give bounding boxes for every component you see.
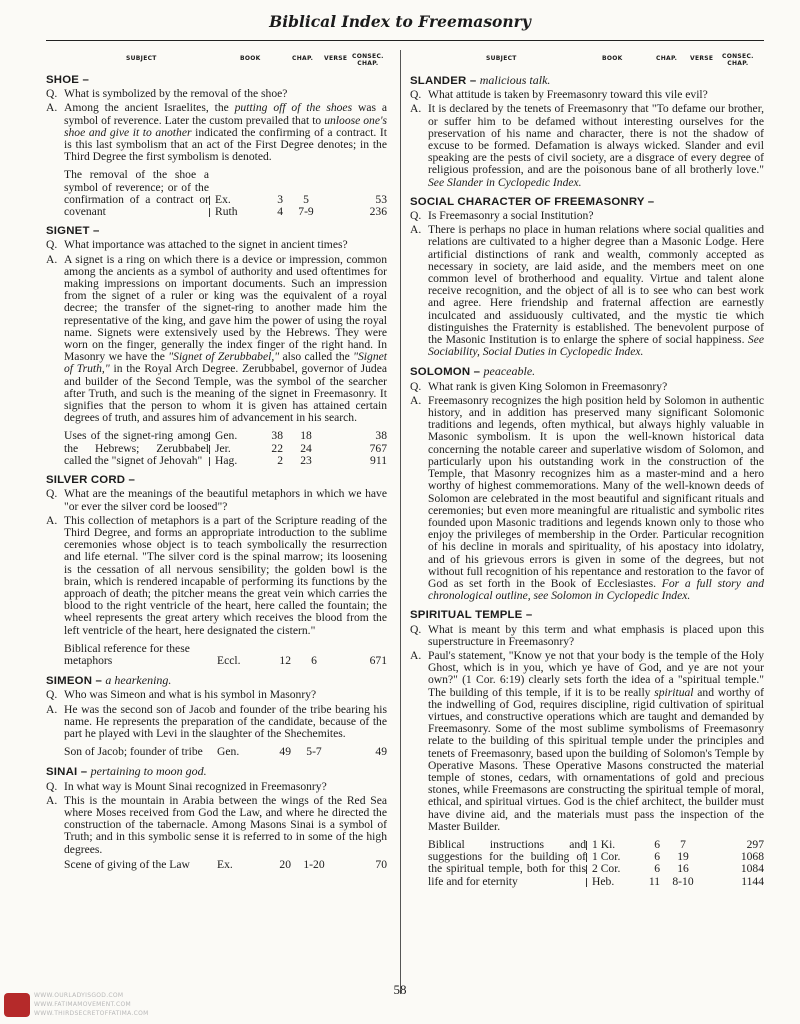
page-number: 58	[393, 982, 407, 997]
reference-verse: 6	[311, 653, 317, 667]
reference-consec: 236	[369, 205, 387, 219]
reference-table	[64, 169, 387, 218]
reference-consec: 297	[746, 837, 764, 851]
question: Q. Who was Simeon and what is his symbol in Masonry?	[46, 688, 317, 702]
reference-rows	[209, 194, 387, 218]
entry-heading: SPIRITUAL TEMPLE –	[410, 609, 533, 622]
header-book: BOOK	[602, 55, 623, 62]
reference-chapter: 3	[277, 192, 283, 206]
reference-consec: 911	[370, 453, 387, 467]
reference-row	[64, 859, 387, 871]
column-divider	[400, 50, 401, 994]
question: Q. What rank is given King Solomon in Freemasonry?	[410, 379, 668, 393]
entry-heading: SILVER CORD –	[46, 474, 136, 487]
reference-verse: 7	[680, 837, 686, 851]
reference-chapter: 2	[277, 453, 283, 467]
reference-description: The removal of the shoe a symbol of reverence; or of the confirmation of a contract or covenant	[64, 168, 209, 219]
entry-heading: SOLOMON – peaceable.	[410, 364, 536, 379]
left-column	[46, 52, 387, 878]
question: Q. What are the meanings of the beautiful metaphors in which we have "or ever the silver cord be loosed"?	[46, 487, 387, 513]
header-book: BOOK	[240, 55, 261, 62]
reference-rows	[209, 430, 387, 467]
reference-consec: 767	[369, 441, 387, 455]
entry-meaning: pertaining to moon god.	[90, 764, 207, 779]
reference-verse: 23	[300, 453, 312, 467]
reference-description: Biblical reference for these metaphors	[64, 641, 190, 667]
answer: A. Freemasonry recognizes the high position held by Solomon in authentic history, and in addition has preserved many significant Solomonic traditions and legends, often mythical, but always highly valuable in Masonic symbolism. It is upon the well-known historical data concerning the notable career and superlative wisdom of Solomon, and particularly upon his outstanding work in the construction of the Temple, that Masonry recognizes him as a master-mind and a hero worthy of highest commemorations. Many of the well-known deeds of Solomon are celebrated in the most beautiful and significant rituals and ceremonies; but even more meaningful are ritualistic and symbolic rites founded upon Masonic traditions and legends known only to those who enjoy the privileges of membership in the Order. Particular recognition of his decline in morals and spirituality, of his apostacy into idolatry, and of his grievous errors is given in some of the degrees, but not without full recognition of his repentance and restoration to the favor of God as set forth in the Book of Ecclesiastes. For a full story and chronological outline, see Solomon in Cyclopedic Index.	[410, 393, 764, 603]
entry-spiritual-temple	[410, 609, 764, 887]
header-rule	[46, 40, 764, 41]
reference-chapter: 6	[654, 850, 660, 864]
header-subject: SUBJECT	[126, 55, 157, 62]
reference-consec: 1144	[741, 874, 764, 888]
entry-social-character	[410, 196, 764, 359]
answer: A. He was the second son of Jacob and founder of the tribe bearing his name. He represents the preparation of the candidate, because of the part he played with Levi in the slaughter of the Shechemites.	[46, 702, 387, 740]
reference-book: Ruth	[209, 206, 255, 218]
reference-verse: 24	[300, 441, 312, 455]
question: Q. What importance was attached to the signet in ancient times?	[46, 238, 348, 252]
reference-book: Ex.	[217, 857, 233, 871]
reference-consec: 70	[375, 857, 387, 871]
page-title: Biblical Index to Freemasonry	[269, 12, 531, 31]
reference-verse: 18	[300, 429, 312, 443]
reference-row	[64, 643, 387, 667]
reference-book: Hag.	[209, 455, 255, 467]
answer: A. Among the ancient Israelites, the putting off of the shoes was a symbol of reverence. Later the custom prevailed that to unloose one's shoe and give it to another indicated the confirming of a contract. It is this last symbolism that an act of the First Degree denotes; in the Third Degree the first symbolism is denoted.	[46, 101, 387, 164]
reference-consec: 671	[369, 653, 387, 667]
entry-heading: SHOE –	[46, 74, 89, 86]
reference-verse: 8-10	[672, 874, 694, 888]
entry-solomon	[410, 365, 764, 602]
entry-slander	[410, 74, 764, 189]
reference-chapter: 6	[654, 862, 660, 876]
reference-consec: 38	[375, 429, 387, 443]
watermark	[4, 991, 149, 1018]
reference-chapter: 11	[648, 874, 660, 888]
reference-chapter: 22	[271, 441, 283, 455]
answer: A. A signet is a ring on which there is a device or impression, common among the ancients as a symbol of authority and used oftentimes for making impressions on important documents. Such an impression from the signet of a ruler or king was the equivalent of a royal decree; the transfer of the signet-ring to another made him the representative of the king, and gave him the power of using the royal name. Signets were extensively used by the Hebrews. They were worn on the finger, generally the index finger of the right hand. In Masonry we have the "Signet of Zerubbabel," also called the "Signet of Truth," in the Royal Arch Degree. Zerubbabel, governor of Judea and builder of the Second Temple, was the symbol of the searcher after Truth, and such is the meaning of the signet in Freemasonry. It signifies that the person to whom it is given has attained certain degrees of truth, and assures him of advancement in his search.	[46, 252, 387, 425]
question: Q. What attitude is taken by Freemasonry toward this vile evil?	[410, 88, 708, 102]
header-chap: CHAP.	[656, 55, 678, 62]
entry-meaning: a hearkening.	[105, 673, 172, 688]
header-chap: CHAP.	[292, 55, 314, 62]
reference-book: Gen.	[209, 430, 255, 442]
reference-consec: 53	[375, 192, 387, 206]
question: Q. In what way is Mount Sinai recognized in Freemasonry?	[46, 779, 327, 793]
reference-book: 1 Ki.	[586, 839, 632, 851]
seal-icon	[4, 993, 30, 1017]
answer: A. Paul's statement, "Know ye not that your body is the temple of the Holy Ghost, which is in you, which ye have of God, and ye are not your own?" (1 Cor. 6:19) clearly sets forth the idea of a "spiritual temple." The building of this temple, if it is to be really spiritual and worthy of the indwelling of God, requires discipline, rigid cultivation of spiritual virtues, and constructive operations which are taught and demanded by Freemasonry. Some of the most sublime symbolisms of Freemasonry relate to the building of this spiritual temple under the principles and tenets of Freemasonry, based upon the building of Solomon's Temple by Operative Masons. These Operative Masons constructed the material temple of stones, cedars, with ornamentations of gold and precious stones, while Freemasons are constructing the spiritual temple of moral, ethical, and spiritual virtues. God is the chief architect, the builder must have divine aid, and the materials must pass the inspection of the Master Builder.	[410, 648, 764, 833]
reference-table	[64, 430, 387, 467]
column-header	[410, 52, 764, 74]
reference-description: Son of Jacob; founder of tribe	[64, 745, 203, 759]
header-verse: VERSE	[324, 55, 348, 62]
reference-table	[428, 839, 764, 888]
answer: A. It is declared by the tenets of Freemasonry that "To defame our brother, or suffer him to be defamed without interesting ourselves for the preservation of his name and character, there is not the shadow of excuse to be formed. Defamation is always wicked. Slander and evil speaking are the pests of civil society, are a disgrace of every degree of religious profession, and are the poisonous bane of all brotherly love." See Slander in Cyclopedic Index.	[410, 102, 764, 189]
answer: A. This collection of metaphors is a part of the Scripture reading of the Third Degree, and forms an appropriate introduction to the sublime ceremonies whose object is to teach symbolically the resurrection and life eternal. "The silver cord is the spinal marrow; its loosening is the cessation of all nervous sensibility; the golden bowl is the brain, which is rendered incapable of performing its functions by the approach of death; the pitcher means the great vein which carries the blood to the right ventricle of the heart, here called the fountain; the wheel represents the great artery which receives the blood from the left ventricle of the heart, here designated the cistern."	[46, 513, 387, 637]
entry-shoe	[46, 74, 387, 218]
reference-chapter: 6	[654, 837, 660, 851]
reference-book: Ex.	[209, 194, 255, 206]
header-consec: CONSEC. CHAP.	[722, 53, 754, 67]
reference-book: Heb.	[586, 876, 632, 888]
reference-chapter: 12	[279, 653, 291, 667]
header-consec: CONSEC. CHAP.	[352, 53, 384, 67]
reference-consec: 1068	[740, 850, 764, 864]
answer: A. This is the mountain in Arabia between the wings of the Red Sea where Moses received from God the Law, and where he directed the construction of the tabernacle. Among Masons Sinai is a symbol of Truth; and in this symbolic sense it is referred to in some of the high degrees.	[46, 793, 387, 856]
reference-description: Scene of giving of the Law	[64, 857, 190, 871]
question: Q. Is Freemasonry a social Institution?	[410, 209, 594, 223]
reference-chapter: 38	[271, 429, 283, 443]
entry-heading: SOCIAL CHARACTER OF FREEMASONRY –	[410, 195, 655, 208]
reference-verse: 7-9	[298, 205, 314, 219]
entry-sinai	[46, 765, 387, 871]
answer: A. There is perhaps no place in human relations where social qualities and relations are cultivated to a higher degree than a Masonic Lodge. Here artificial distinctions of rank and wealth, commonly accepted as necessary in society, are laid aside, and the members meet on one common level of brotherhood and equality. Virtue and talent alone receive recognition, and the object of all is to see who can best work and agree. Here friendship and fraternal affection are earnestly inculcated and assiduously cultivated, and the mystic tie which distinguishes the Fraternity is established. The benevolent purpose of the Masonic Institution is to enlarge the sphere of social happiness. See Sociability, Social Duties in Cyclopedic Index.	[410, 223, 764, 359]
reference-book: 2 Cor.	[586, 863, 632, 875]
column-header	[46, 52, 387, 74]
reference-consec: 49	[375, 745, 387, 759]
reference-book: Eccl.	[217, 653, 241, 667]
reference-chapter: 49	[279, 745, 291, 759]
entry-signet	[46, 225, 387, 467]
entry-simeon	[46, 674, 387, 758]
reference-verse: 5	[303, 192, 309, 206]
reference-consec: 1084	[740, 862, 764, 876]
watermark-text: WWW.OURLADYISGOD.COM WWW.FATIMAMOVEMENT.COM WWW.THIRDSECRETOFFATIMA.COM	[34, 992, 149, 1017]
reference-book: Jer.	[209, 443, 255, 455]
reference-rows	[586, 839, 764, 888]
reference-description: Uses of the signet-ring among the Hebrews; Zerubbabel called the "signet of Jehovah"	[64, 429, 209, 467]
entry-heading: SIGNET –	[46, 225, 100, 238]
reference-description: Biblical instructions and suggestions for the building of the spiritual temple, both for this life and for eternity	[428, 837, 586, 888]
reference-verse: 16	[677, 862, 689, 876]
question: Q. What is meant by this term and what emphasis is placed upon this superstructure in Freemasonry?	[410, 622, 764, 648]
reference-verse: 1-20	[303, 857, 325, 871]
reference-verse: 19	[677, 850, 689, 864]
reference-row	[64, 746, 387, 758]
question: Q. What is symbolized by the removal of the shoe?	[46, 87, 288, 101]
entry-meaning: peaceable.	[483, 364, 536, 379]
reference-chapter: 20	[279, 857, 291, 871]
header-subject: SUBJECT	[486, 55, 517, 62]
reference-book: Gen.	[217, 745, 240, 759]
entry-heading: SLANDER – malicious talk.	[410, 73, 551, 87]
entry-heading: SINAI – pertaining to moon god.	[46, 764, 207, 779]
reference-book: 1 Cor.	[586, 851, 632, 863]
reference-verse: 5-7	[306, 745, 322, 759]
header-verse: VERSE	[690, 55, 714, 62]
right-column	[410, 52, 764, 895]
entry-meaning: malicious talk.	[479, 73, 551, 87]
entry-silver-cord	[46, 474, 387, 667]
reference-chapter: 4	[277, 205, 283, 219]
entry-heading: SIMEON – a hearkening.	[46, 673, 172, 688]
